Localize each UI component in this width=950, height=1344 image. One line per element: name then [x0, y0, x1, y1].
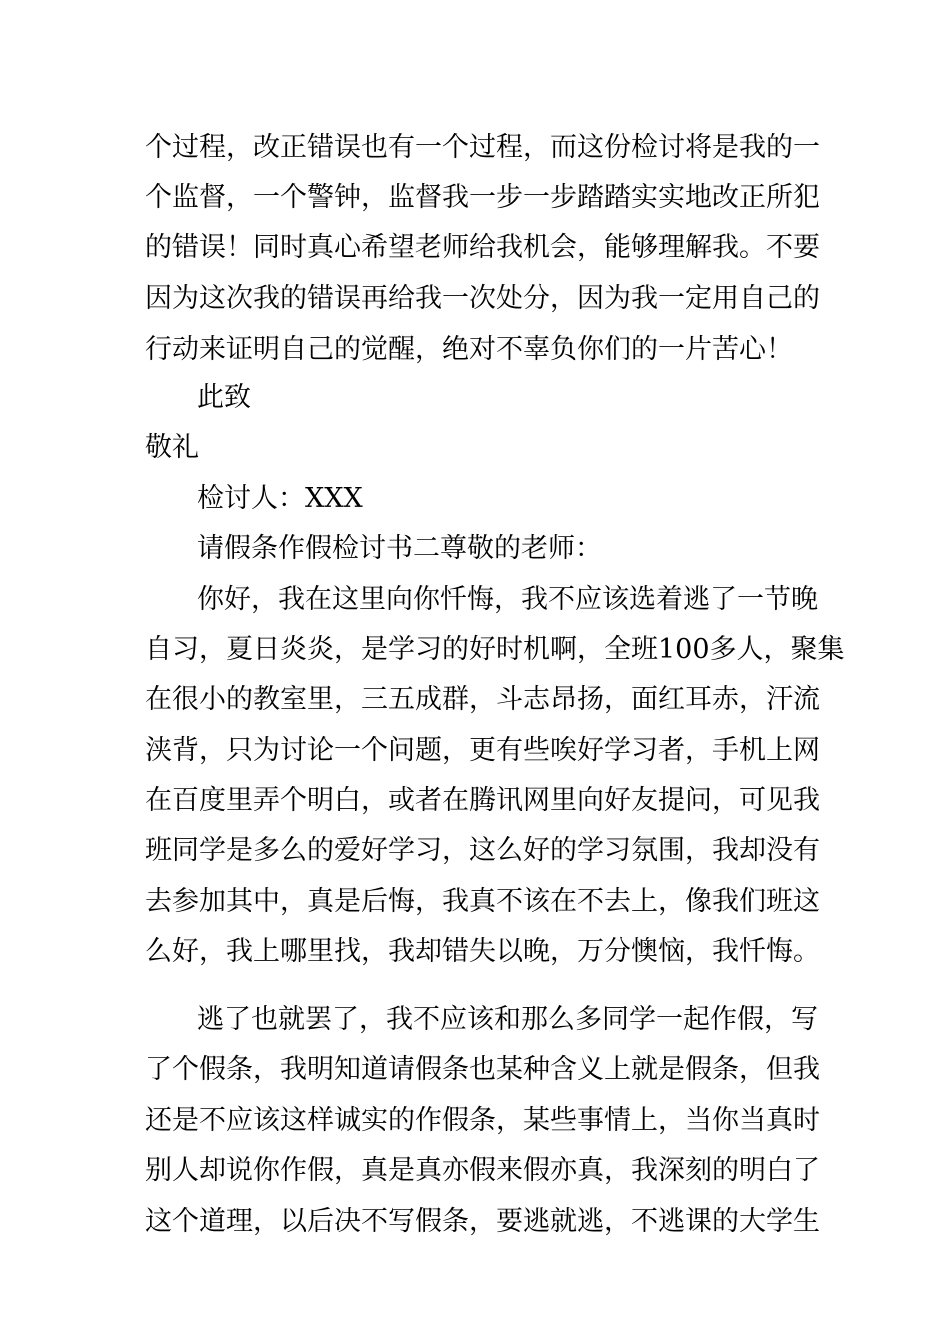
- text-line-15: 班同学是多么的爱好学习，这么好的学习氛围，我却没有: [145, 835, 820, 866]
- signature-line: 检讨人：XXX: [197, 483, 363, 514]
- text-line-18: 逃了也就罢了，我不应该和那么多同学一起作假，写: [197, 1004, 818, 1035]
- text-line-16: 去参加其中，真是后悔，我真不该在不去上，像我们班这: [145, 886, 820, 917]
- text-line-20: 还是不应该这样诚实的作假条，某些事情上，当你当真时: [145, 1105, 820, 1136]
- text-line-22: 这个道理，以后决不写假条，要逃就逃，不逃课的大学生: [145, 1206, 820, 1237]
- text-line-1: 个过程，改正错误也有一个过程，而这份检讨将是我的一: [145, 132, 820, 163]
- text-line-3: 的错误！同时真心希望老师给我机会，能够理解我。不要: [145, 232, 820, 263]
- text-line-14: 在百度里弄个明白，或者在腾讯网里向好友提问，可见我: [145, 785, 820, 816]
- text-line-12: 在很小的教室里，三五成群，斗志昂扬，面红耳赤，汗流: [145, 684, 820, 715]
- closing-regards: 敬礼: [145, 432, 199, 463]
- text-line-19: 了个假条，我明知道请假条也某种含义上就是假条，但我: [145, 1054, 820, 1085]
- text-line-10: 你好，我在这里向你忏悔，我不应该选着逃了一节晚: [197, 584, 818, 615]
- text-line-17: 么好，我上哪里找，我却错失以晚，万分懊恼，我忏悔。: [145, 936, 820, 967]
- text-line-11: 自习，夏日炎炎，是学习的好时机啊，全班100多人，聚集: [145, 634, 845, 665]
- text-line-21: 别人却说你作假，真是真亦假来假亦真，我深刻的明白了: [145, 1155, 820, 1186]
- closing-salutation: 此致: [197, 382, 251, 413]
- section-heading: 请假条作假检讨书二尊敬的老师：: [197, 533, 602, 564]
- text-line-13: 浃背，只为讨论一个问题，更有些唉好学习者，手机上网: [145, 735, 820, 766]
- text-line-4: 因为这次我的错误再给我一次处分，因为我一定用自己的: [145, 283, 820, 314]
- text-line-5: 行动来证明自己的觉醒，绝对不辜负你们的一片苦心！: [145, 334, 793, 365]
- text-line-2: 个监督，一个警钟，监督我一步一步踏踏实实地改正所犯: [145, 182, 820, 213]
